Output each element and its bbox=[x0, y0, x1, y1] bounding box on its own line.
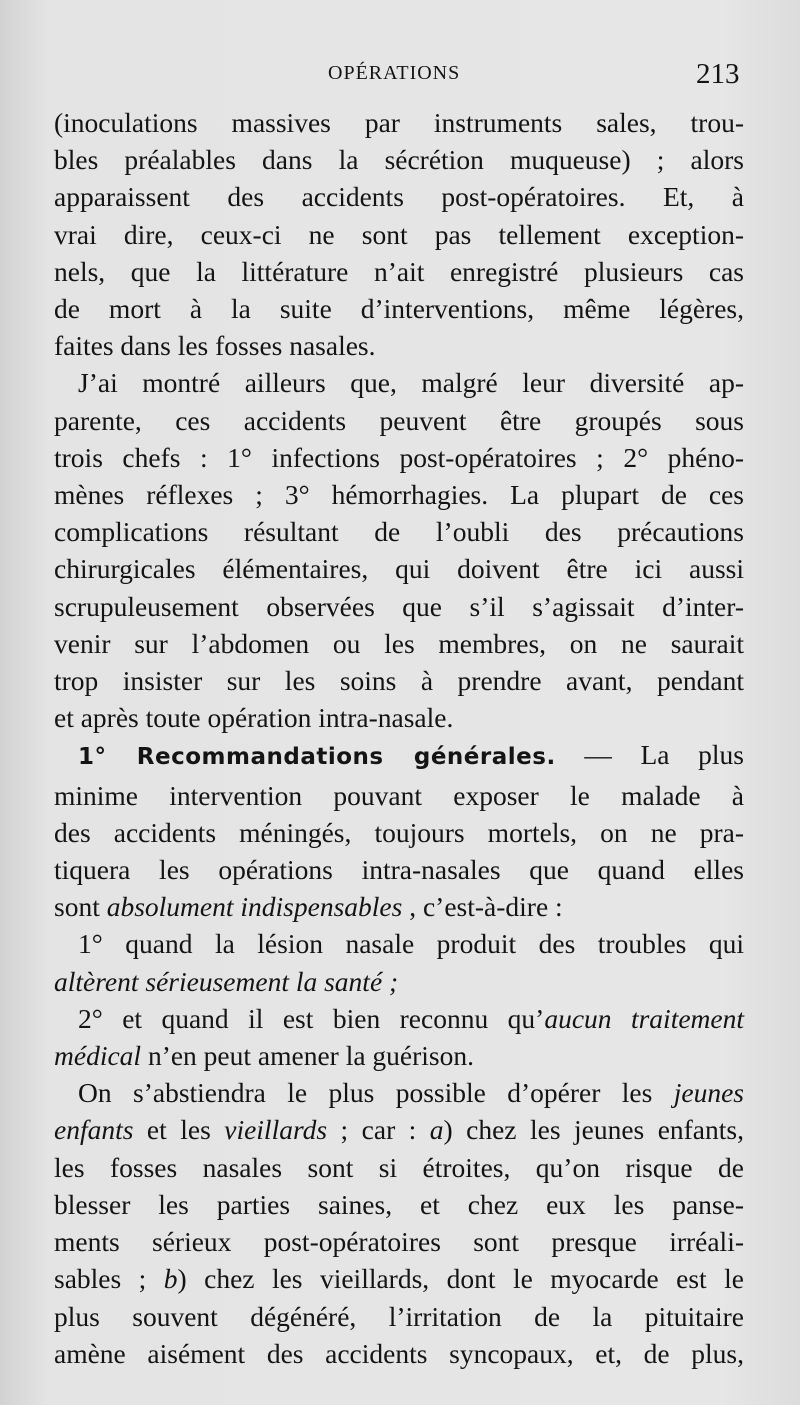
text-line: parente, ces accidents peuvent être groupés sous bbox=[54, 404, 744, 436]
text-line: venir sur l’abdomen ou les membres, on ne saurait bbox=[54, 627, 744, 659]
text-line: J’ai montré ailleurs que, malgré leur diversité ap- bbox=[78, 367, 744, 399]
text-line: trois chefs : 1° infections post-opératoires ; 2° phéno- bbox=[54, 441, 744, 473]
text-line: vrai dire, ceux-ci ne sont pas tellement exception- bbox=[54, 218, 744, 250]
text-line: altèrent sérieusement la santé ; bbox=[54, 965, 399, 997]
section-heading-line: 1° Recommandations générales. — La plus bbox=[78, 739, 744, 771]
text-line: tiquera les opérations intra-nasales que quand elles bbox=[54, 854, 744, 886]
text-line: minime intervention pouvant exposer le malade à bbox=[54, 779, 744, 811]
section-heading: 1° Recommandations générales. bbox=[78, 744, 556, 771]
text-line: 1° quand la lésion nasale produit des troubles qui bbox=[78, 928, 744, 960]
text-line: On s’abstiendra le plus possible d’opérer les jeunes bbox=[78, 1077, 744, 1109]
text-line: les fosses nasales sont si étroites, qu’on risque de bbox=[54, 1151, 744, 1183]
text-line: scrupuleusement observées que s’il s’agissait d’inter- bbox=[54, 590, 744, 622]
text-line: sables ; b) chez les vieillards, dont le myocarde est le bbox=[54, 1263, 744, 1295]
text-line: nels, que la littérature n’ait enregistré plusieurs cas bbox=[54, 255, 744, 287]
text-line: complications résultant de l’oubli des précautions bbox=[54, 516, 744, 548]
text-line: trop insister sur les soins à prendre avant, pendant bbox=[54, 665, 744, 697]
text-line: mènes réflexes ; 3° hémorrhagies. La plupart de ces bbox=[54, 479, 744, 511]
text-line: blesser les parties saines, et chez eux les panse- bbox=[54, 1188, 744, 1220]
page-number: 213 bbox=[696, 58, 740, 90]
text-line: faites dans les fosses nasales. bbox=[54, 330, 376, 362]
text-line: amène aisément des accidents syncopaux, et, de plus, bbox=[54, 1337, 744, 1369]
text-line: et après toute opération intra-nasale. bbox=[54, 702, 454, 734]
body-text bbox=[54, 104, 744, 1372]
text-line: ments sérieux post-opératoires sont presque irréali- bbox=[54, 1226, 744, 1258]
text-line: plus souvent dégénéré, l’irritation de la pituitaire bbox=[54, 1300, 744, 1332]
text-line: médical n’en peut amener la guérison. bbox=[54, 1040, 474, 1072]
text-line: de mort à la suite d’interventions, même légères, bbox=[54, 293, 744, 325]
text-line: (inoculations massives par instruments sales, trou- bbox=[54, 107, 744, 138]
text-line: chirurgicales élémentaires, qui doivent être ici aussi bbox=[54, 553, 744, 585]
text-line: bles préalables dans la sécrétion muqueuse) ; alors bbox=[54, 144, 744, 176]
text-line: des accidents méningés, toujours mortels, on ne pra- bbox=[54, 816, 744, 848]
text-line: 2° et quand il est bien reconnu qu’aucun traitement bbox=[78, 1002, 744, 1034]
text-line: sont absolument indispensables , c’est-à-dire : bbox=[54, 891, 563, 923]
running-title: OPÉRATIONS bbox=[328, 62, 461, 84]
running-head bbox=[0, 58, 800, 98]
text-line: apparaissent des accidents post-opératoires. Et, à bbox=[54, 181, 744, 213]
text-line: enfants et les vieillards ; car : a) chez les jeunes enfants, bbox=[54, 1114, 744, 1146]
